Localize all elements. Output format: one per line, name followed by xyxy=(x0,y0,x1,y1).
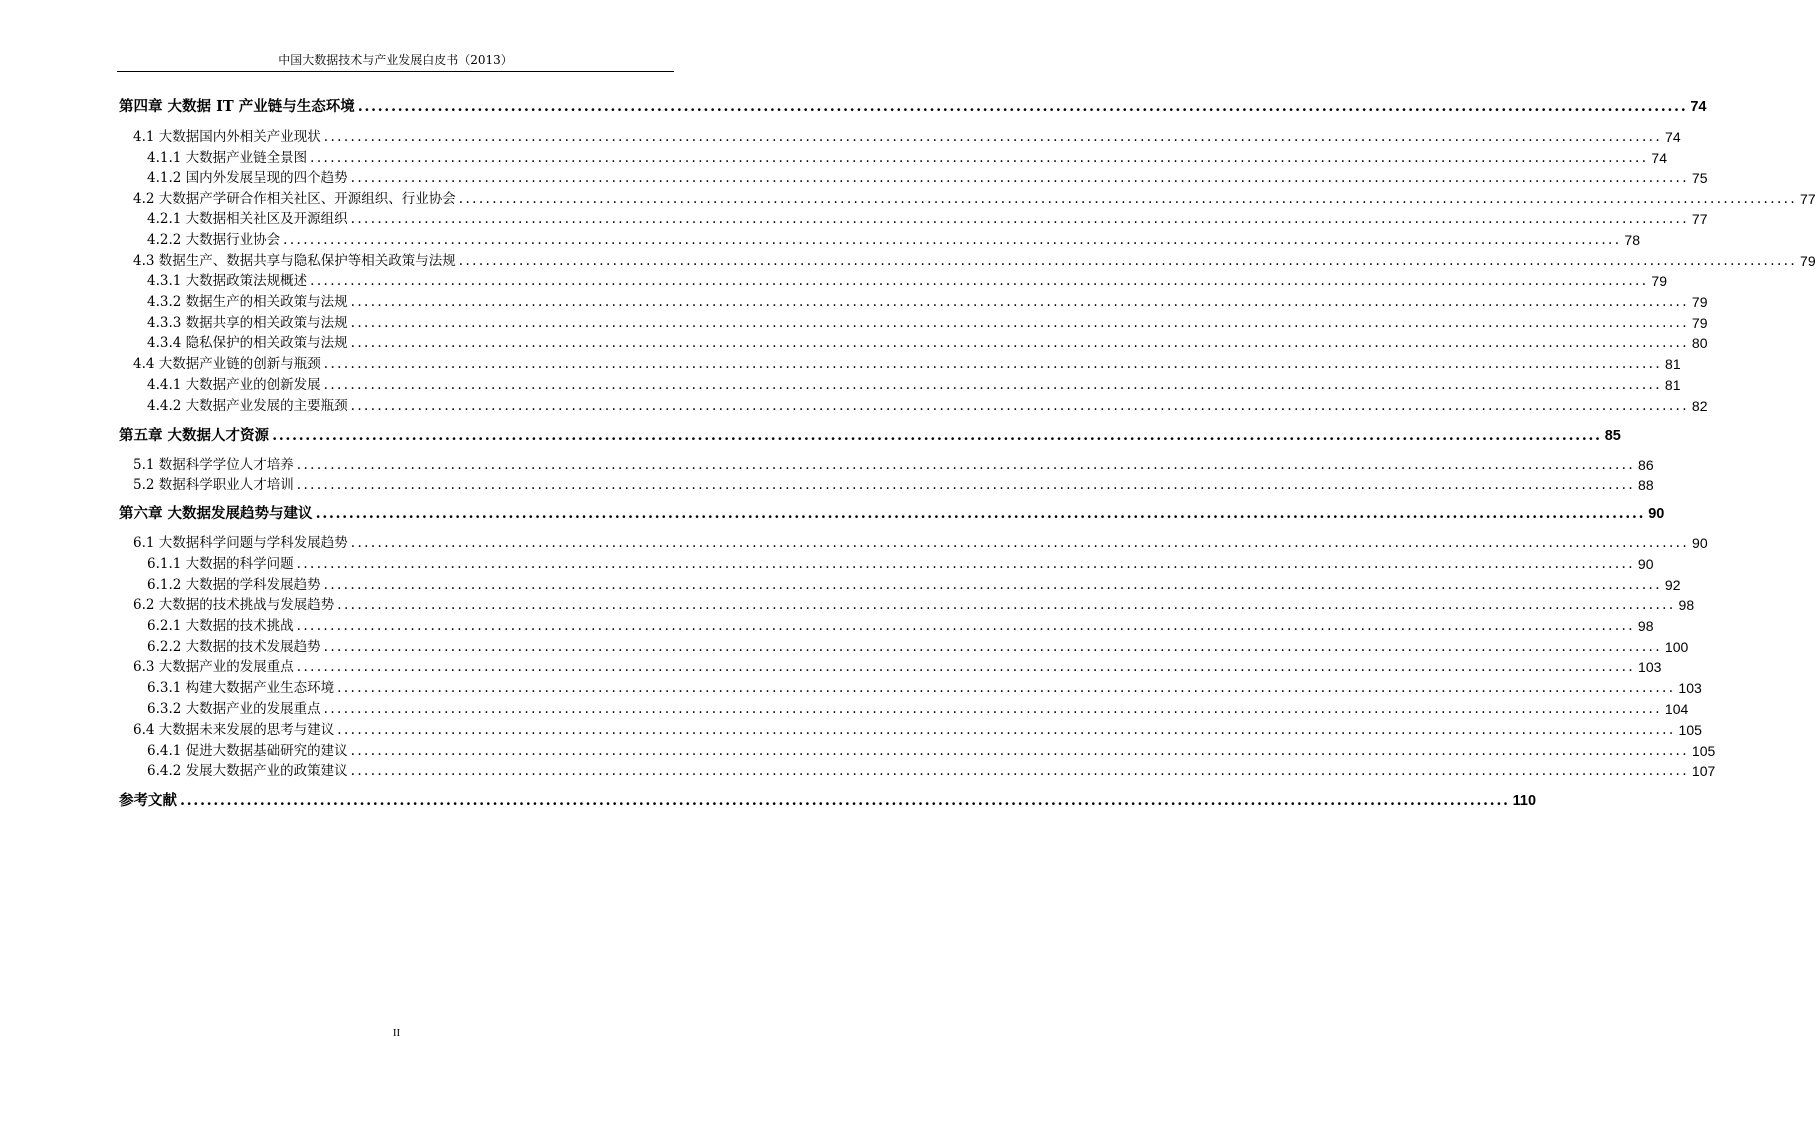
toc-entry-page: 105 xyxy=(1691,743,1716,759)
toc-dot-leader: ........................................................................................................................................................................................................ xyxy=(350,743,1689,759)
toc-chapter-entry[interactable] xyxy=(119,790,1537,810)
toc-entry-title: 6.1.1 大数据的科学问题 xyxy=(147,556,294,572)
toc-entry-page: 90 xyxy=(1648,506,1665,522)
toc-section-entry[interactable] xyxy=(133,474,1654,494)
toc-entry-title: 5.2 数据科学职业人才培训 xyxy=(133,477,294,493)
toc-entry-page: 90 xyxy=(1692,535,1708,551)
toc-entry-page: 77 xyxy=(1691,211,1708,227)
toc-entry-title: 4.3.3 数据共享的相关政策与法规 xyxy=(147,315,348,331)
toc-entry-page: 79 xyxy=(1651,273,1667,289)
toc-dot-leader: ........................................................................................................................................................................................................ xyxy=(296,477,1636,493)
toc-dot-leader: ........................................................................................................................................................................................................ xyxy=(350,294,1689,310)
toc-entry-page: 74 xyxy=(1651,150,1667,166)
toc-subsection-entry[interactable] xyxy=(147,291,1708,311)
toc-entry-page: 98 xyxy=(1637,618,1654,634)
toc-section-entry[interactable] xyxy=(133,454,1654,474)
page-number: II xyxy=(392,1027,401,1039)
toc-entry-page: 81 xyxy=(1665,356,1681,372)
toc-dot-leader: ........................................................................................................................................................................................................ xyxy=(337,597,1676,613)
toc-subsection-entry[interactable] xyxy=(147,740,1716,760)
toc-dot-leader: ........................................................................................................................................................................................................ xyxy=(296,659,1636,675)
toc-entry-title: 6.3 大数据产业的发展重点 xyxy=(133,659,294,675)
toc-entry-page: 74 xyxy=(1665,129,1681,145)
toc-entry-page: 103 xyxy=(1638,659,1662,675)
toc-entry-page: 77 xyxy=(1800,191,1816,207)
toc-dot-leader: ........................................................................................................................................................................................................ xyxy=(337,722,1676,738)
toc-entry-page: 92 xyxy=(1664,577,1681,593)
toc-entry-title: 4.4 大数据产业链的创新与瓶颈 xyxy=(133,356,321,372)
toc-dot-leader: ........................................................................................................................................................................................................ xyxy=(296,618,1635,634)
toc-entry-title: 6.2 大数据的技术挑战与发展趋势 xyxy=(133,597,335,613)
toc-subsection-entry[interactable] xyxy=(147,395,1708,415)
toc-dot-leader: ........................................................................................................................................................................................................ xyxy=(350,535,1690,551)
toc-subsection-entry[interactable] xyxy=(147,698,1689,718)
toc-subsection-entry[interactable] xyxy=(147,270,1667,290)
toc-entry-title: 6.1 大数据科学问题与学科发展趋势 xyxy=(133,535,348,551)
toc-entry-title: 6.4.1 促进大数据基础研究的建议 xyxy=(147,743,348,759)
toc-dot-leader: ........................................................................................................................................................................................................ xyxy=(458,191,1798,207)
toc-entry-page: 110 xyxy=(1512,793,1537,809)
toc-section-entry[interactable] xyxy=(133,250,1816,270)
toc-entry-title: 6.3.2 大数据产业的发展重点 xyxy=(147,701,321,717)
toc-dot-leader: ........................................................................................................................................................................................................ xyxy=(350,398,1689,414)
toc-entry-title: 6.4 大数据未来发展的思考与建议 xyxy=(133,722,335,738)
toc-section-entry[interactable] xyxy=(133,594,1695,614)
toc-dot-leader: ........................................................................................................................................................................................................ xyxy=(323,377,1662,393)
toc-entry-page: 79 xyxy=(1691,315,1708,331)
toc-dot-leader: ........................................................................................................................................................................................................ xyxy=(350,211,1689,227)
toc-entry-page: 75 xyxy=(1691,170,1708,186)
toc-subsection-entry[interactable] xyxy=(147,760,1716,780)
toc-chapter-entry[interactable] xyxy=(119,503,1665,523)
toc-dot-leader: ........................................................................................................................................................................................................ xyxy=(458,253,1798,269)
toc-entry-title: 6.1.2 大数据的学科发展趋势 xyxy=(147,577,321,593)
toc-subsection-entry[interactable] xyxy=(147,615,1654,635)
toc-dot-leader: ........................................................................................................................................................................................................ xyxy=(310,150,1649,166)
toc-dot-leader: ........................................................................................................................................................................................................ xyxy=(350,315,1689,331)
toc-dot-leader: ........................................................................................................................................................................................................ xyxy=(315,505,1646,522)
toc-entry-title: 4.2.1 大数据相关社区及开源组织 xyxy=(147,211,348,227)
toc-entry-title: 4.1 大数据国内外相关产业现状 xyxy=(133,129,321,145)
toc-entry-page: 80 xyxy=(1691,335,1708,351)
toc-entry-title: 第四章 大数据 IT 产业链与生态环境 xyxy=(119,98,355,115)
toc-entry-title: 6.4.2 发展大数据产业的政策建议 xyxy=(147,763,348,779)
toc-entry-title: 4.1.2 国内外发展呈现的四个趋势 xyxy=(147,170,348,186)
toc-subsection-entry[interactable] xyxy=(147,147,1667,167)
toc-entry-title: 6.2.2 大数据的技术发展趋势 xyxy=(147,639,321,655)
toc-entry-title: 4.3.1 大数据政策法规概述 xyxy=(147,273,308,289)
toc-entry-page: 79 xyxy=(1800,253,1816,269)
toc-entry-title: 4.1.1 大数据产业链全景图 xyxy=(147,150,308,166)
toc-dot-leader: ........................................................................................................................................................................................................ xyxy=(180,792,1510,809)
toc-section-entry[interactable] xyxy=(133,719,1702,739)
toc-dot-leader: ........................................................................................................................................................................................................ xyxy=(350,335,1689,351)
toc-entry-title: 第五章 大数据人才资源 xyxy=(119,427,270,444)
toc-section-entry[interactable] xyxy=(133,532,1708,552)
toc-entry-title: 5.1 数据科学学位人才培养 xyxy=(133,457,294,473)
toc-dot-leader: ........................................................................................................................................................................................................ xyxy=(296,556,1635,572)
toc-entry-title: 4.2 大数据产学研合作相关社区、开源组织、行业协会 xyxy=(133,191,456,207)
toc-dot-leader: ........................................................................................................................................................................................................ xyxy=(323,639,1662,655)
toc-entry-title: 参考文献 xyxy=(119,792,177,809)
toc-dot-leader: ........................................................................................................................................................................................................ xyxy=(350,170,1689,186)
toc-subsection-entry[interactable] xyxy=(147,167,1708,187)
toc-dot-leader: ........................................................................................................................................................................................................ xyxy=(323,701,1662,717)
toc-entry-title: 第六章 大数据发展趋势与建议 xyxy=(119,505,313,522)
toc-subsection-entry[interactable] xyxy=(147,677,1702,697)
toc-entry-title: 4.4.2 大数据产业发展的主要瓶颈 xyxy=(147,398,348,414)
toc-dot-leader: ........................................................................................................................................................................................................ xyxy=(310,273,1649,289)
toc-entry-page: 82 xyxy=(1691,398,1708,414)
toc-dot-leader: ........................................................................................................................................................................................................ xyxy=(337,680,1676,696)
toc-dot-leader: ........................................................................................................................................................................................................ xyxy=(323,356,1663,372)
toc-chapter-entry[interactable] xyxy=(119,425,1621,445)
toc-entry-page: 107 xyxy=(1691,763,1716,779)
toc-subsection-entry[interactable] xyxy=(147,208,1708,228)
page-header: 中国大数据技术与产业发展白皮书（2013） xyxy=(278,53,513,67)
toc-entry-page: 103 xyxy=(1678,680,1702,696)
toc-entry-page: 74 xyxy=(1690,99,1707,115)
toc-entry-page: 90 xyxy=(1637,556,1654,572)
toc-section-entry[interactable] xyxy=(133,126,1681,146)
toc-entry-page: 86 xyxy=(1638,457,1654,473)
toc-entry-page: 100 xyxy=(1664,639,1689,655)
toc-entry-page: 79 xyxy=(1691,294,1708,310)
toc-entry-page: 88 xyxy=(1638,477,1654,493)
toc-entry-page: 104 xyxy=(1664,701,1689,717)
toc-entry-page: 78 xyxy=(1624,232,1640,248)
toc-section-entry[interactable] xyxy=(133,353,1681,373)
toc-entry-page: 105 xyxy=(1678,722,1702,738)
toc-subsection-entry[interactable] xyxy=(147,229,1640,249)
toc-dot-leader: ........................................................................................................................................................................................................ xyxy=(350,763,1689,779)
toc-dot-leader: ........................................................................................................................................................................................................ xyxy=(272,427,1602,444)
toc-subsection-entry[interactable] xyxy=(147,574,1681,594)
toc-entry-page: 85 xyxy=(1604,428,1621,444)
toc-entry-title: 4.3.4 隐私保护的相关政策与法规 xyxy=(147,335,348,351)
toc-section-entry[interactable] xyxy=(133,656,1662,676)
toc-subsection-entry[interactable] xyxy=(147,553,1654,573)
toc-subsection-entry[interactable] xyxy=(147,636,1689,656)
toc-section-entry[interactable] xyxy=(133,188,1816,208)
toc-dot-leader: ........................................................................................................................................................................................................ xyxy=(357,98,1688,115)
toc-subsection-entry[interactable] xyxy=(147,312,1708,332)
toc-chapter-entry[interactable] xyxy=(119,96,1707,116)
toc-entry-page: 98 xyxy=(1678,597,1695,613)
toc-entry-title: 6.3.1 构建大数据产业生态环境 xyxy=(147,680,335,696)
toc-dot-leader: ........................................................................................................................................................................................................ xyxy=(296,457,1636,473)
toc-entry-title: 6.2.1 大数据的技术挑战 xyxy=(147,618,294,634)
toc-dot-leader: ........................................................................................................................................................................................................ xyxy=(323,577,1662,593)
toc-entry-title: 4.3.2 数据生产的相关政策与法规 xyxy=(147,294,348,310)
toc-entry-title: 4.3 数据生产、数据共享与隐私保护等相关政策与法规 xyxy=(133,253,456,269)
toc-dot-leader: ........................................................................................................................................................................................................ xyxy=(323,129,1663,145)
toc-subsection-entry[interactable] xyxy=(147,374,1681,394)
toc-subsection-entry[interactable] xyxy=(147,332,1708,352)
toc-dot-leader: ........................................................................................................................................................................................................ xyxy=(283,232,1622,248)
toc-entry-title: 4.2.2 大数据行业协会 xyxy=(147,232,281,248)
toc-entry-page: 81 xyxy=(1664,377,1681,393)
toc-entry-title: 4.4.1 大数据产业的创新发展 xyxy=(147,377,321,393)
